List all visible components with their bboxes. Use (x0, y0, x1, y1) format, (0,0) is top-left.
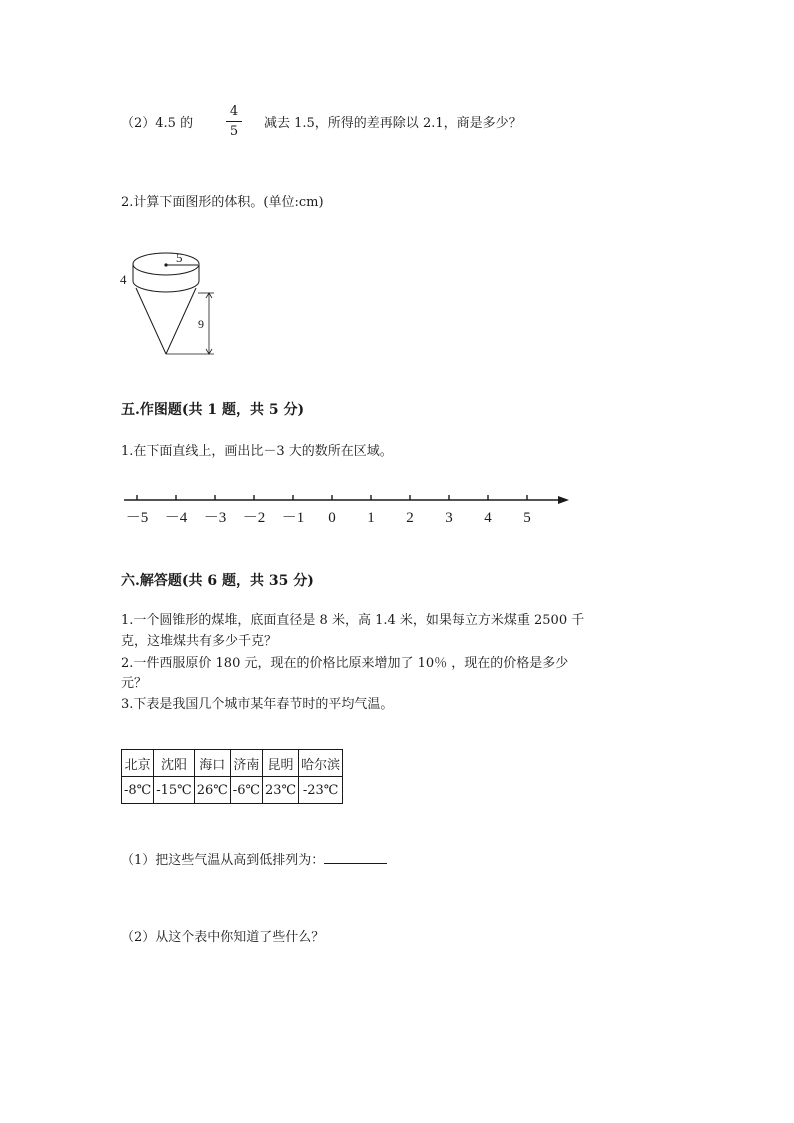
table-cell-city: 昆明 (263, 750, 299, 777)
cylinder-cone-figure (114, 236, 224, 362)
table-cell-city: 北京 (122, 750, 154, 777)
section-6-q1-line1: 1.一个圆锥形的煤堆，底面直径是 8 米，高 1.4 米，如果每立方米煤重 2500 千 (121, 613, 585, 628)
section-6-q3-sub1 (121, 849, 387, 868)
fraction-bar (226, 121, 242, 122)
table-cell-temp: -6℃ (230, 777, 262, 804)
section-5-heading: 五.作图题(共 1 题，共 5 分) (121, 402, 305, 418)
temperature-table (121, 749, 343, 804)
number-line-label: 4 (484, 510, 492, 526)
fraction-four-fifths (226, 104, 242, 139)
section-6-q2-line1: 2.一件西服原价 180 元，现在的价格比原来增加了 10％ ，现在的价格是多少 (121, 656, 569, 671)
number-line[interactable] (115, 488, 575, 534)
section-6-q1-line2: 克，这堆煤共有多少千克？ (121, 634, 278, 649)
answer-blank[interactable] (324, 851, 387, 864)
table-cell-city: 济南 (230, 750, 262, 777)
table-cell-city: 海口 (194, 750, 230, 777)
table-cell-temp: -15℃ (154, 777, 194, 804)
fraction-numerator: 4 (229, 104, 239, 119)
table-cell-temp: 26℃ (194, 777, 230, 804)
volume-question-text: 2.计算下面图形的体积。(单位:cm) (121, 195, 324, 210)
section-6-q3: 3.下表是我国几个城市某年春节时的平均气温。 (121, 697, 394, 712)
radius-label: 5 (176, 250, 183, 265)
fraction-denominator: 5 (229, 124, 239, 139)
table-row-cities (122, 750, 343, 777)
number-line-label: 0 (328, 510, 336, 526)
cone-height-label: 9 (198, 317, 204, 331)
section-6-q3-sub2: （2）从这个表中你知道了些什么？ (121, 930, 325, 945)
section-5-question-1: 1.在下面直线上，画出比－3 大的数所在区域。 (121, 444, 393, 459)
section-6-heading: 六.解答题(共 6 题，共 35 分) (121, 573, 314, 589)
table-row-temps (122, 777, 343, 804)
number-line-label: 3 (445, 510, 453, 526)
section-6-q2-line2: 元？ (121, 676, 148, 691)
number-line-label: 5 (523, 510, 531, 526)
table-cell-temp: 23℃ (263, 777, 299, 804)
sub1-text: （1）把这些气温从高到低排列为： (121, 853, 325, 868)
table-cell-temp: -23℃ (299, 777, 343, 804)
number-line-label: 1 (367, 510, 375, 526)
question-4-5-suffix: 减去 1.5，所得的差再除以 2.1，商是多少？ (264, 116, 522, 131)
table-cell-city: 沈阳 (154, 750, 194, 777)
cone-left-edge (136, 288, 166, 354)
cone-right-edge (166, 288, 196, 354)
table-cell-city: 哈尔滨 (299, 750, 343, 777)
table-cell-temp: -8℃ (122, 777, 154, 804)
number-line-label: －3 (203, 510, 227, 526)
number-line-label: 2 (406, 510, 414, 526)
number-line-label: －5 (125, 510, 149, 526)
number-line-arrow (558, 496, 569, 504)
number-line-label: －4 (164, 510, 188, 526)
question-4-5-prefix: （2）4.5 的 (121, 116, 194, 131)
cylinder-height-label: 4 (120, 272, 127, 287)
number-line-label: －1 (281, 510, 305, 526)
number-line-label: －2 (242, 510, 266, 526)
cylinder-bottom-arc (133, 281, 199, 292)
